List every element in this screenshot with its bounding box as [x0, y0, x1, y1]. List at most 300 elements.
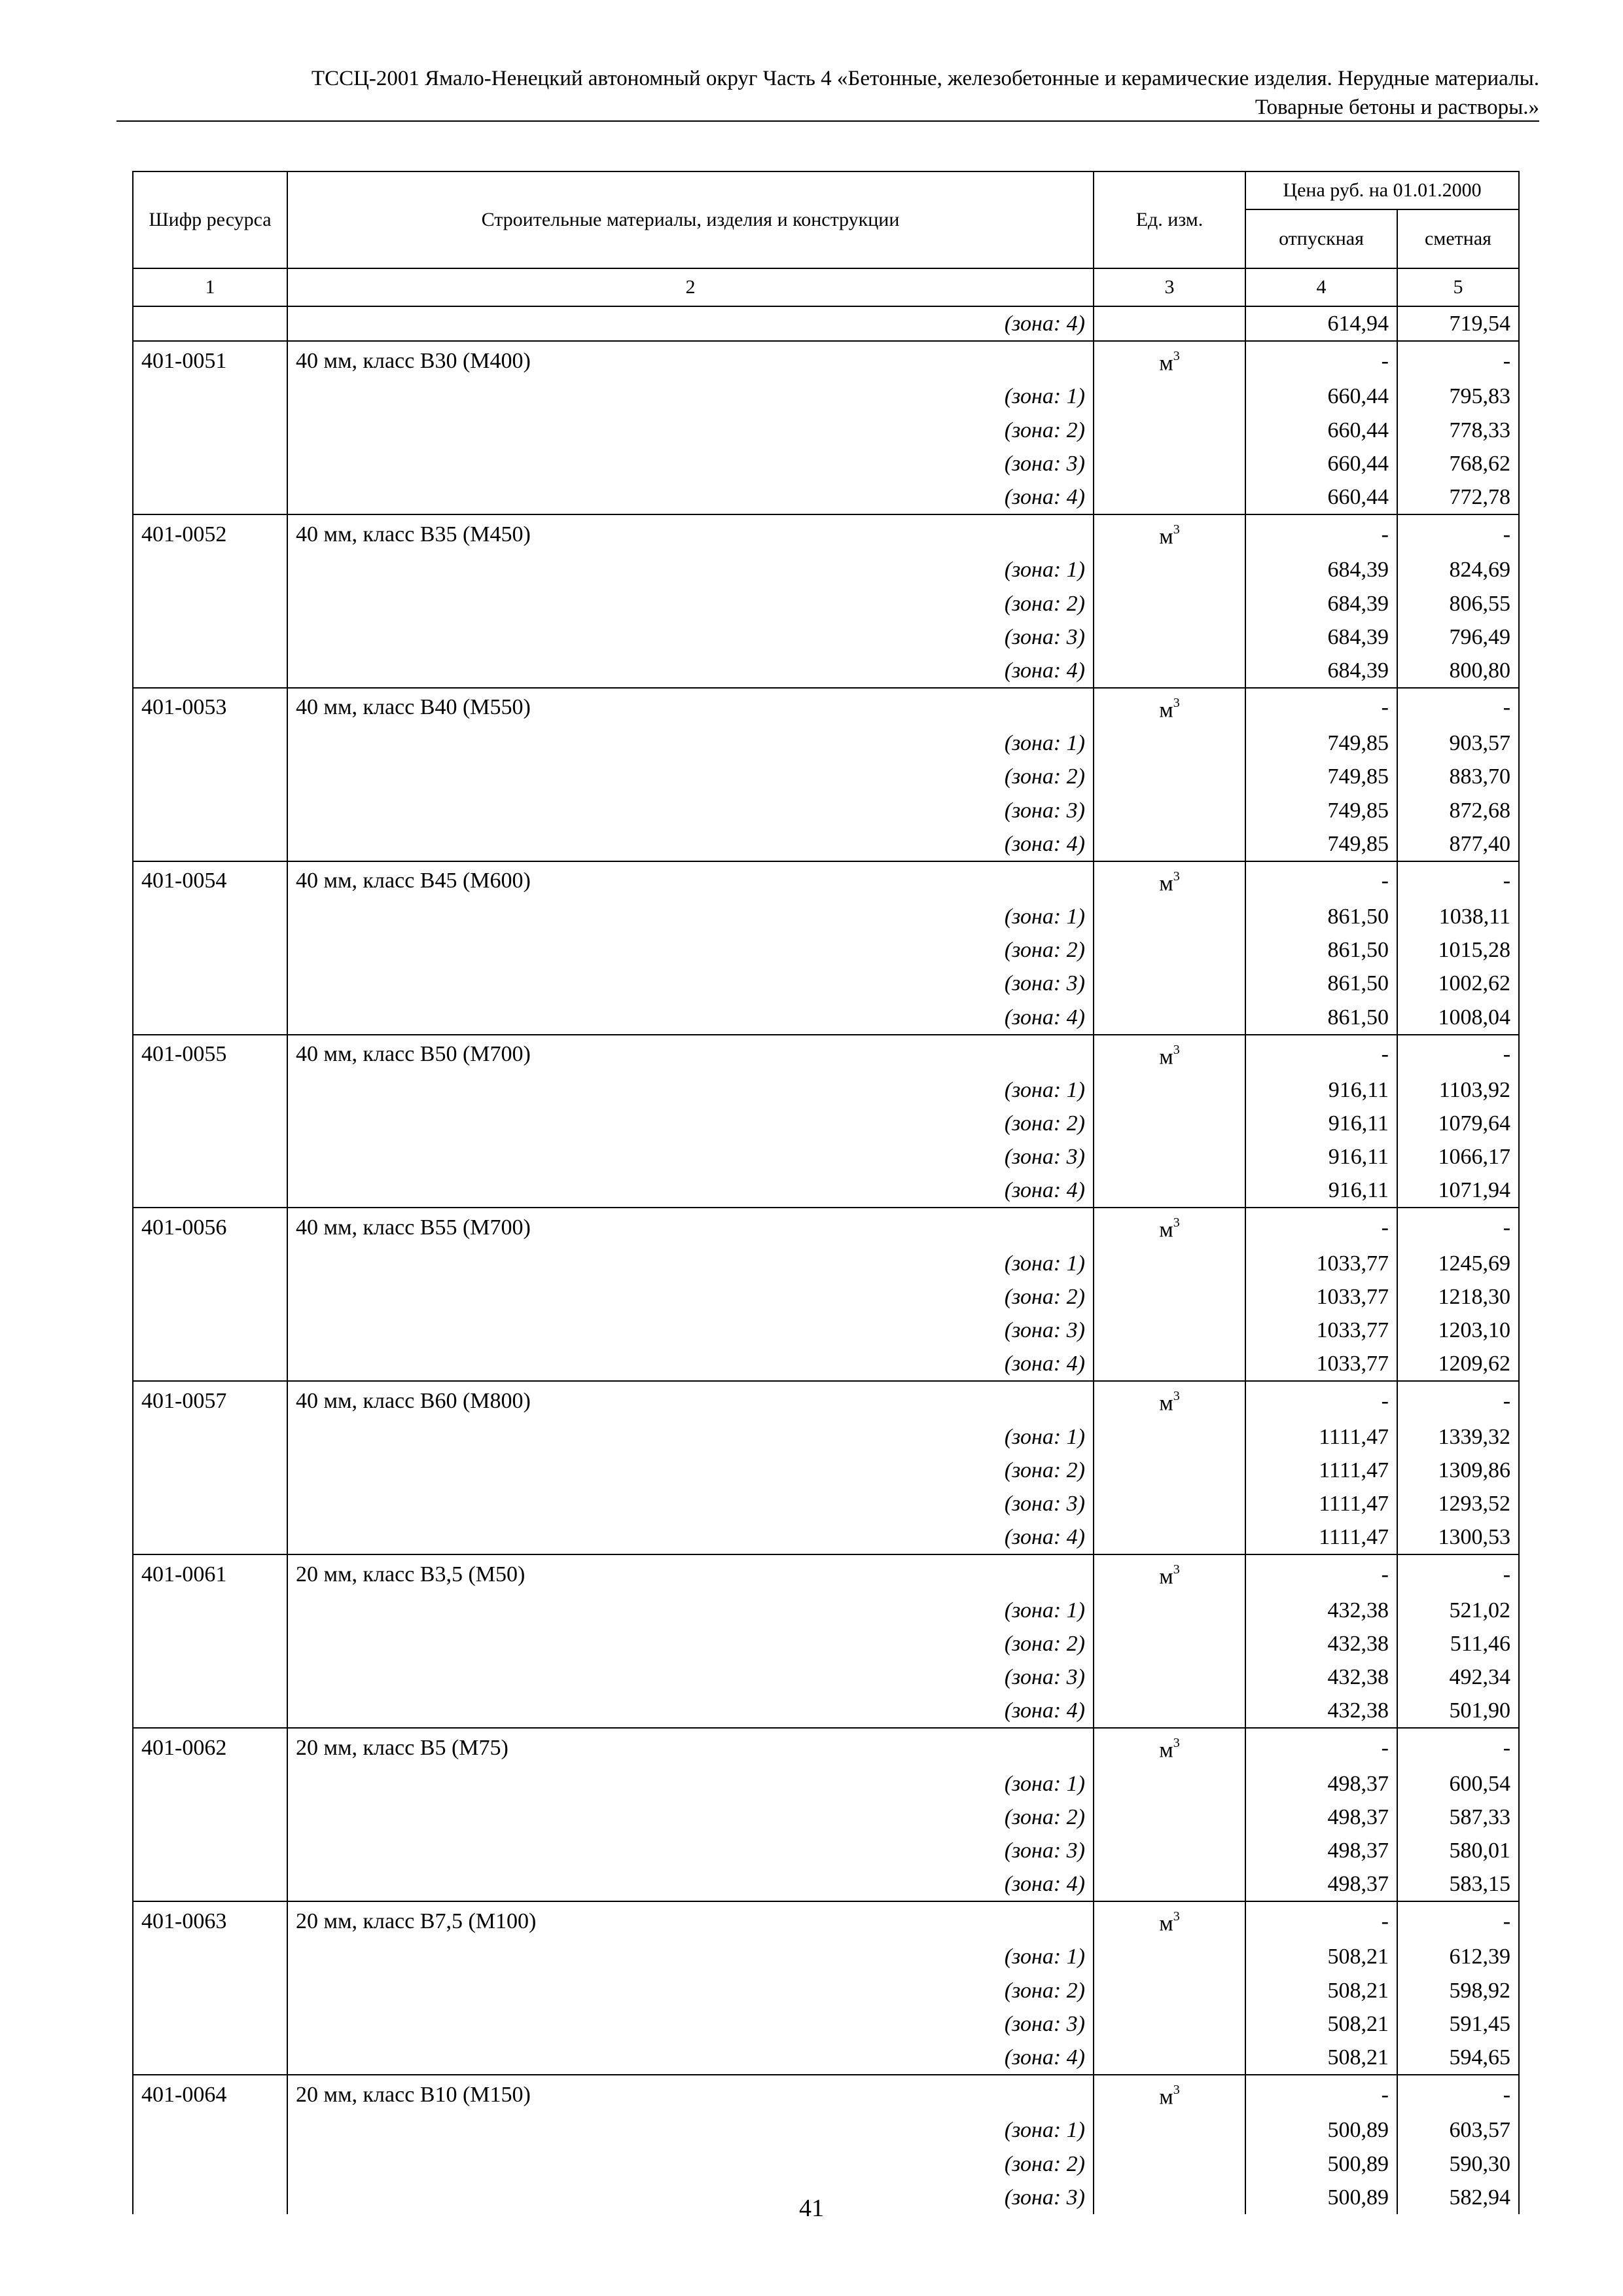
unit-cell [1094, 1140, 1245, 1174]
header-line-2: Товарные бетоны и растворы.» [1255, 96, 1539, 119]
unit-cell [1094, 447, 1245, 480]
unit-cell [1094, 1381, 1245, 1420]
zone-label: (зона: 2) [287, 1801, 1094, 1834]
material-name: 20 мм, класс В10 (М150) [287, 2075, 1094, 2113]
estimate-price: - [1397, 1208, 1519, 1246]
zone-label: (зона: 2) [287, 1627, 1094, 1660]
unit-superscript: 3 [1173, 1736, 1180, 1751]
resource-code: 401-0061 [133, 1554, 287, 1593]
unit-superscript: 3 [1173, 349, 1180, 363]
unit-cell [1094, 380, 1245, 413]
release-price: - [1245, 1554, 1397, 1593]
table-row [133, 1208, 1519, 1246]
zone-row [133, 1487, 1519, 1520]
code-cell [133, 967, 287, 1000]
unit-cell [1094, 1867, 1245, 1901]
code-cell [133, 306, 287, 341]
zone-row [133, 414, 1519, 447]
estimate-price: 1300,53 [1397, 1520, 1519, 1554]
page-number: 41 [799, 2195, 824, 2222]
table-row [133, 2075, 1519, 2113]
zone-label: (зона: 3) [287, 2181, 1094, 2214]
zone-label: (зона: 4) [287, 306, 1094, 341]
unit-cell [1094, 514, 1245, 553]
unit-cell [1094, 1314, 1245, 1347]
resource-code: 401-0056 [133, 1208, 287, 1246]
zone-row [133, 1660, 1519, 1694]
zone-label: (зона: 3) [287, 1834, 1094, 1867]
release-price: 660,44 [1245, 447, 1397, 480]
unit-superscript: 3 [1173, 1909, 1180, 1924]
estimate-price: 778,33 [1397, 414, 1519, 447]
release-price: 861,50 [1245, 1001, 1397, 1035]
release-price: 684,39 [1245, 553, 1397, 586]
unit-label: м [1159, 524, 1173, 549]
estimate-price: 590,30 [1397, 2147, 1519, 2180]
code-cell [133, 414, 287, 447]
zone-label: (зона: 1) [287, 1940, 1094, 1973]
estimate-price: 1071,94 [1397, 1174, 1519, 1208]
estimate-price: - [1397, 1381, 1519, 1420]
release-price: 508,21 [1245, 1940, 1397, 1973]
code-cell [133, 380, 287, 413]
unit-superscript: 3 [1173, 695, 1180, 710]
code-cell [133, 1694, 287, 1728]
resource-code: 401-0057 [133, 1381, 287, 1420]
release-price: 498,37 [1245, 1801, 1397, 1834]
code-cell [133, 553, 287, 586]
zone-label: (зона: 1) [287, 1767, 1094, 1800]
code-cell [133, 1594, 287, 1627]
zone-label: (зона: 4) [287, 1174, 1094, 1208]
estimate-price: 719,54 [1397, 306, 1519, 341]
resource-code: 401-0055 [133, 1035, 287, 1073]
estimate-price: 587,33 [1397, 1801, 1519, 1834]
unit-label: м [1159, 1391, 1173, 1416]
col-number-2: 2 [287, 268, 1094, 306]
unit-cell [1094, 2007, 1245, 2041]
unit-label: м [1159, 871, 1173, 895]
estimate-price: 877,40 [1397, 827, 1519, 861]
code-cell [133, 1420, 287, 1454]
zone-row [133, 447, 1519, 480]
unit-cell [1094, 1487, 1245, 1520]
release-price: 614,94 [1245, 306, 1397, 341]
code-cell [133, 2007, 287, 2041]
unit-cell [1094, 1420, 1245, 1454]
estimate-price: 796,49 [1397, 620, 1519, 654]
release-price: 500,89 [1245, 2147, 1397, 2180]
unit-cell [1094, 1694, 1245, 1728]
zone-label: (зона: 1) [287, 2113, 1094, 2147]
zone-row [133, 1280, 1519, 1314]
resource-code: 401-0062 [133, 1728, 287, 1767]
release-price: 508,21 [1245, 2007, 1397, 2041]
estimate-price: 1079,64 [1397, 1107, 1519, 1140]
table-row [133, 514, 1519, 553]
zone-row [133, 1420, 1519, 1454]
resource-code: 401-0064 [133, 2075, 287, 2113]
col-number-3: 3 [1094, 268, 1245, 306]
resource-code: 401-0051 [133, 341, 287, 380]
col-header-estimate: сметная [1397, 209, 1519, 268]
zone-row [133, 1694, 1519, 1728]
table-row [133, 341, 1519, 380]
zone-label: (зона: 4) [287, 1867, 1094, 1901]
zone-label: (зона: 4) [287, 2041, 1094, 2075]
unit-cell [1094, 1073, 1245, 1107]
material-name: 40 мм, класс В45 (М600) [287, 861, 1094, 900]
estimate-price: - [1397, 1035, 1519, 1073]
estimate-price: - [1397, 688, 1519, 726]
zone-row [133, 654, 1519, 688]
unit-cell [1094, 586, 1245, 620]
zone-row [133, 1520, 1519, 1554]
header-rule [116, 120, 1539, 122]
estimate-price: 1103,92 [1397, 1073, 1519, 1107]
zone-label: (зона: 3) [287, 2007, 1094, 2041]
unit-cell [1094, 414, 1245, 447]
code-cell [133, 1454, 287, 1487]
release-price: 1033,77 [1245, 1347, 1397, 1381]
zone-label: (зона: 4) [287, 1347, 1094, 1381]
unit-superscript: 3 [1173, 1215, 1180, 1230]
unit-cell [1094, 2147, 1245, 2180]
estimate-price: 1218,30 [1397, 1280, 1519, 1314]
unit-cell [1094, 1174, 1245, 1208]
price-table [132, 171, 1520, 2214]
zone-row [133, 2113, 1519, 2147]
unit-cell [1094, 480, 1245, 514]
zone-label: (зона: 2) [287, 760, 1094, 793]
unit-cell [1094, 1035, 1245, 1073]
unit-cell [1094, 760, 1245, 793]
zone-label: (зона: 1) [287, 1594, 1094, 1627]
zone-label: (зона: 1) [287, 1247, 1094, 1280]
release-price: 432,38 [1245, 1594, 1397, 1627]
resource-code: 401-0063 [133, 1901, 287, 1940]
unit-label: м [1159, 698, 1173, 723]
estimate-price: 1245,69 [1397, 1247, 1519, 1280]
unit-cell [1094, 1627, 1245, 1660]
release-price: - [1245, 2075, 1397, 2113]
zone-row [133, 1140, 1519, 1174]
zone-row [133, 967, 1519, 1000]
zone-row [133, 1107, 1519, 1140]
estimate-price: 1002,62 [1397, 967, 1519, 1000]
release-price: 500,89 [1245, 2181, 1397, 2214]
release-price: 1111,47 [1245, 1520, 1397, 1554]
zone-row [133, 726, 1519, 760]
estimate-price: 772,78 [1397, 480, 1519, 514]
zone-label: (зона: 3) [287, 1487, 1094, 1520]
release-price: 916,11 [1245, 1140, 1397, 1174]
estimate-price: 521,02 [1397, 1594, 1519, 1627]
estimate-price: 1309,86 [1397, 1454, 1519, 1487]
table-row [133, 1381, 1519, 1420]
release-price: 508,21 [1245, 2041, 1397, 2075]
zone-row [133, 1767, 1519, 1800]
code-cell [133, 1767, 287, 1800]
table-row [133, 306, 1519, 341]
zone-label: (зона: 2) [287, 1280, 1094, 1314]
material-name: 20 мм, класс В5 (М75) [287, 1728, 1094, 1767]
zone-row [133, 933, 1519, 967]
unit-cell [1094, 2075, 1245, 2113]
zone-label: (зона: 1) [287, 1420, 1094, 1454]
code-cell [133, 1314, 287, 1347]
unit-cell [1094, 688, 1245, 726]
code-cell [133, 1247, 287, 1280]
zone-label: (зона: 2) [287, 586, 1094, 620]
zone-label: (зона: 3) [287, 967, 1094, 1000]
zone-row [133, 1627, 1519, 1660]
code-cell [133, 2041, 287, 2075]
release-price: - [1245, 1901, 1397, 1940]
zone-row [133, 1834, 1519, 1867]
zone-label: (зона: 4) [287, 827, 1094, 861]
zone-row [133, 1073, 1519, 1107]
unit-cell [1094, 1660, 1245, 1694]
code-cell [133, 760, 287, 793]
release-price: - [1245, 861, 1397, 900]
zone-row [133, 1974, 1519, 2007]
estimate-price: 594,65 [1397, 2041, 1519, 2075]
estimate-price: 1209,62 [1397, 1347, 1519, 1381]
code-cell [133, 1174, 287, 1208]
unit-superscript: 3 [1173, 869, 1180, 884]
unit-cell [1094, 2041, 1245, 2075]
zone-row [133, 1247, 1519, 1280]
unit-cell [1094, 1901, 1245, 1940]
material-name: 40 мм, класс В50 (М700) [287, 1035, 1094, 1073]
estimate-price: 903,57 [1397, 726, 1519, 760]
estimate-price: 580,01 [1397, 1834, 1519, 1867]
release-price: 508,21 [1245, 1974, 1397, 2007]
unit-cell [1094, 654, 1245, 688]
unit-label: м [1159, 351, 1173, 376]
release-price: 498,37 [1245, 1767, 1397, 1800]
zone-label: (зона: 2) [287, 1107, 1094, 1140]
unit-cell [1094, 1974, 1245, 2007]
zone-row [133, 620, 1519, 654]
unit-label: м [1159, 1044, 1173, 1069]
estimate-price: 1203,10 [1397, 1314, 1519, 1347]
release-price: - [1245, 514, 1397, 553]
estimate-price: - [1397, 2075, 1519, 2113]
zone-row [133, 1801, 1519, 1834]
zone-label: (зона: 2) [287, 1454, 1094, 1487]
header-line-1: ТССЦ-2001 Ямало-Ненецкий автономный округ Часть 4 «Бетонные, железобетонные и керамические изделия. Нерудные материалы. [311, 67, 1539, 90]
unit-cell [1094, 620, 1245, 654]
unit-superscript: 3 [1173, 522, 1180, 537]
zone-label: (зона: 3) [287, 1314, 1094, 1347]
material-name: 40 мм, класс В60 (М800) [287, 1381, 1094, 1420]
code-cell [133, 1520, 287, 1554]
zone-row [133, 793, 1519, 827]
code-cell [133, 900, 287, 933]
estimate-price: 1293,52 [1397, 1487, 1519, 1520]
resource-code: 401-0054 [133, 861, 287, 900]
unit-cell [1094, 933, 1245, 967]
release-price: 684,39 [1245, 586, 1397, 620]
material-name: 40 мм, класс В30 (М400) [287, 341, 1094, 380]
release-price: 660,44 [1245, 480, 1397, 514]
zone-label: (зона: 1) [287, 900, 1094, 933]
release-price: - [1245, 1381, 1397, 1420]
release-price: 660,44 [1245, 414, 1397, 447]
code-cell [133, 1487, 287, 1520]
unit-cell [1094, 1801, 1245, 1834]
release-price: 1033,77 [1245, 1247, 1397, 1280]
col-header-unit: Ед. изм. [1094, 171, 1245, 268]
unit-cell [1094, 861, 1245, 900]
zone-label: (зона: 1) [287, 380, 1094, 413]
estimate-price: 582,94 [1397, 2181, 1519, 2214]
zone-label: (зона: 2) [287, 1974, 1094, 2007]
estimate-price: 1008,04 [1397, 1001, 1519, 1035]
estimate-price: 1038,11 [1397, 900, 1519, 933]
zone-row [133, 2007, 1519, 2041]
unit-cell [1094, 1454, 1245, 1487]
unit-cell [1094, 553, 1245, 586]
zone-label: (зона: 3) [287, 1140, 1094, 1174]
unit-cell [1094, 900, 1245, 933]
estimate-price: - [1397, 1901, 1519, 1940]
zone-row [133, 2147, 1519, 2180]
release-price: - [1245, 1728, 1397, 1767]
release-price: 432,38 [1245, 1694, 1397, 1728]
release-price: 1033,77 [1245, 1280, 1397, 1314]
code-cell [133, 1801, 287, 1834]
zone-label: (зона: 4) [287, 1694, 1094, 1728]
page-header [116, 64, 1539, 122]
release-price: 1111,47 [1245, 1454, 1397, 1487]
code-cell [133, 1107, 287, 1140]
unit-label: м [1159, 2085, 1173, 2109]
code-cell [133, 2113, 287, 2147]
code-cell [133, 586, 287, 620]
zone-label: (зона: 3) [287, 1660, 1094, 1694]
estimate-price: 603,57 [1397, 2113, 1519, 2147]
col-number-5: 5 [1397, 268, 1519, 306]
unit-superscript: 3 [1173, 1562, 1180, 1577]
code-cell [133, 1940, 287, 1973]
release-price: 916,11 [1245, 1073, 1397, 1107]
unit-cell [1094, 1247, 1245, 1280]
estimate-price: 1066,17 [1397, 1140, 1519, 1174]
unit-label: м [1159, 1911, 1173, 1936]
unit-cell [1094, 1107, 1245, 1140]
table-row [133, 1554, 1519, 1593]
zone-row [133, 1347, 1519, 1381]
release-price: 660,44 [1245, 380, 1397, 413]
col-header-release: отпускная [1245, 209, 1397, 268]
col-number-4: 4 [1245, 268, 1397, 306]
zone-row [133, 1867, 1519, 1901]
release-price: 861,50 [1245, 933, 1397, 967]
material-name: 40 мм, класс В35 (М450) [287, 514, 1094, 553]
zone-row [133, 900, 1519, 933]
material-name: 20 мм, класс В7,5 (М100) [287, 1901, 1094, 1940]
unit-cell [1094, 793, 1245, 827]
zone-row [133, 1001, 1519, 1035]
estimate-price: 492,34 [1397, 1660, 1519, 1694]
col-header-name: Строительные материалы, изделия и конструкции [287, 171, 1094, 268]
release-price: 498,37 [1245, 1867, 1397, 1901]
zone-label: (зона: 2) [287, 414, 1094, 447]
code-cell [133, 827, 287, 861]
release-price: 749,85 [1245, 760, 1397, 793]
estimate-price: 800,80 [1397, 654, 1519, 688]
unit-cell [1094, 726, 1245, 760]
col-header-code: Шифр ресурса [133, 171, 287, 268]
release-price: 432,38 [1245, 1660, 1397, 1694]
zone-row [133, 827, 1519, 861]
table-row [133, 688, 1519, 726]
estimate-price: - [1397, 341, 1519, 380]
estimate-price: 1015,28 [1397, 933, 1519, 967]
code-cell [133, 480, 287, 514]
unit-cell [1094, 1520, 1245, 1554]
release-price: 916,11 [1245, 1107, 1397, 1140]
release-price: 498,37 [1245, 1834, 1397, 1867]
estimate-price: 872,68 [1397, 793, 1519, 827]
resource-code: 401-0052 [133, 514, 287, 553]
release-price: 684,39 [1245, 620, 1397, 654]
table-body [133, 306, 1519, 2214]
estimate-price: 795,83 [1397, 380, 1519, 413]
zone-label: (зона: 2) [287, 933, 1094, 967]
unit-cell [1094, 1347, 1245, 1381]
release-price: 684,39 [1245, 654, 1397, 688]
zone-row [133, 1594, 1519, 1627]
release-price: 749,85 [1245, 827, 1397, 861]
unit-cell [1094, 1554, 1245, 1593]
code-cell [133, 654, 287, 688]
zone-label: (зона: 3) [287, 620, 1094, 654]
estimate-price: - [1397, 514, 1519, 553]
zone-label: (зона: 4) [287, 1520, 1094, 1554]
release-price: 861,50 [1245, 900, 1397, 933]
estimate-price: 598,92 [1397, 1974, 1519, 2007]
table-row [133, 861, 1519, 900]
code-cell [133, 933, 287, 967]
code-cell [133, 2147, 287, 2180]
unit-cell [1094, 1594, 1245, 1627]
estimate-price: 583,15 [1397, 1867, 1519, 1901]
zone-label: (зона: 2) [287, 2147, 1094, 2180]
unit-cell [1094, 1208, 1245, 1246]
zone-label: (зона: 1) [287, 553, 1094, 586]
code-cell [133, 793, 287, 827]
zone-row [133, 586, 1519, 620]
zone-label: (зона: 4) [287, 1001, 1094, 1035]
code-cell [133, 1001, 287, 1035]
estimate-price: - [1397, 861, 1519, 900]
code-cell [133, 447, 287, 480]
release-price: 1111,47 [1245, 1487, 1397, 1520]
zone-label: (зона: 4) [287, 654, 1094, 688]
release-price: 749,85 [1245, 793, 1397, 827]
code-cell [133, 620, 287, 654]
col-header-price-group: Цена руб. на 01.01.2000 [1245, 171, 1519, 209]
code-cell [133, 1627, 287, 1660]
code-cell [133, 1347, 287, 1381]
table-row [133, 1728, 1519, 1767]
zone-row [133, 480, 1519, 514]
unit-cell [1094, 1767, 1245, 1800]
